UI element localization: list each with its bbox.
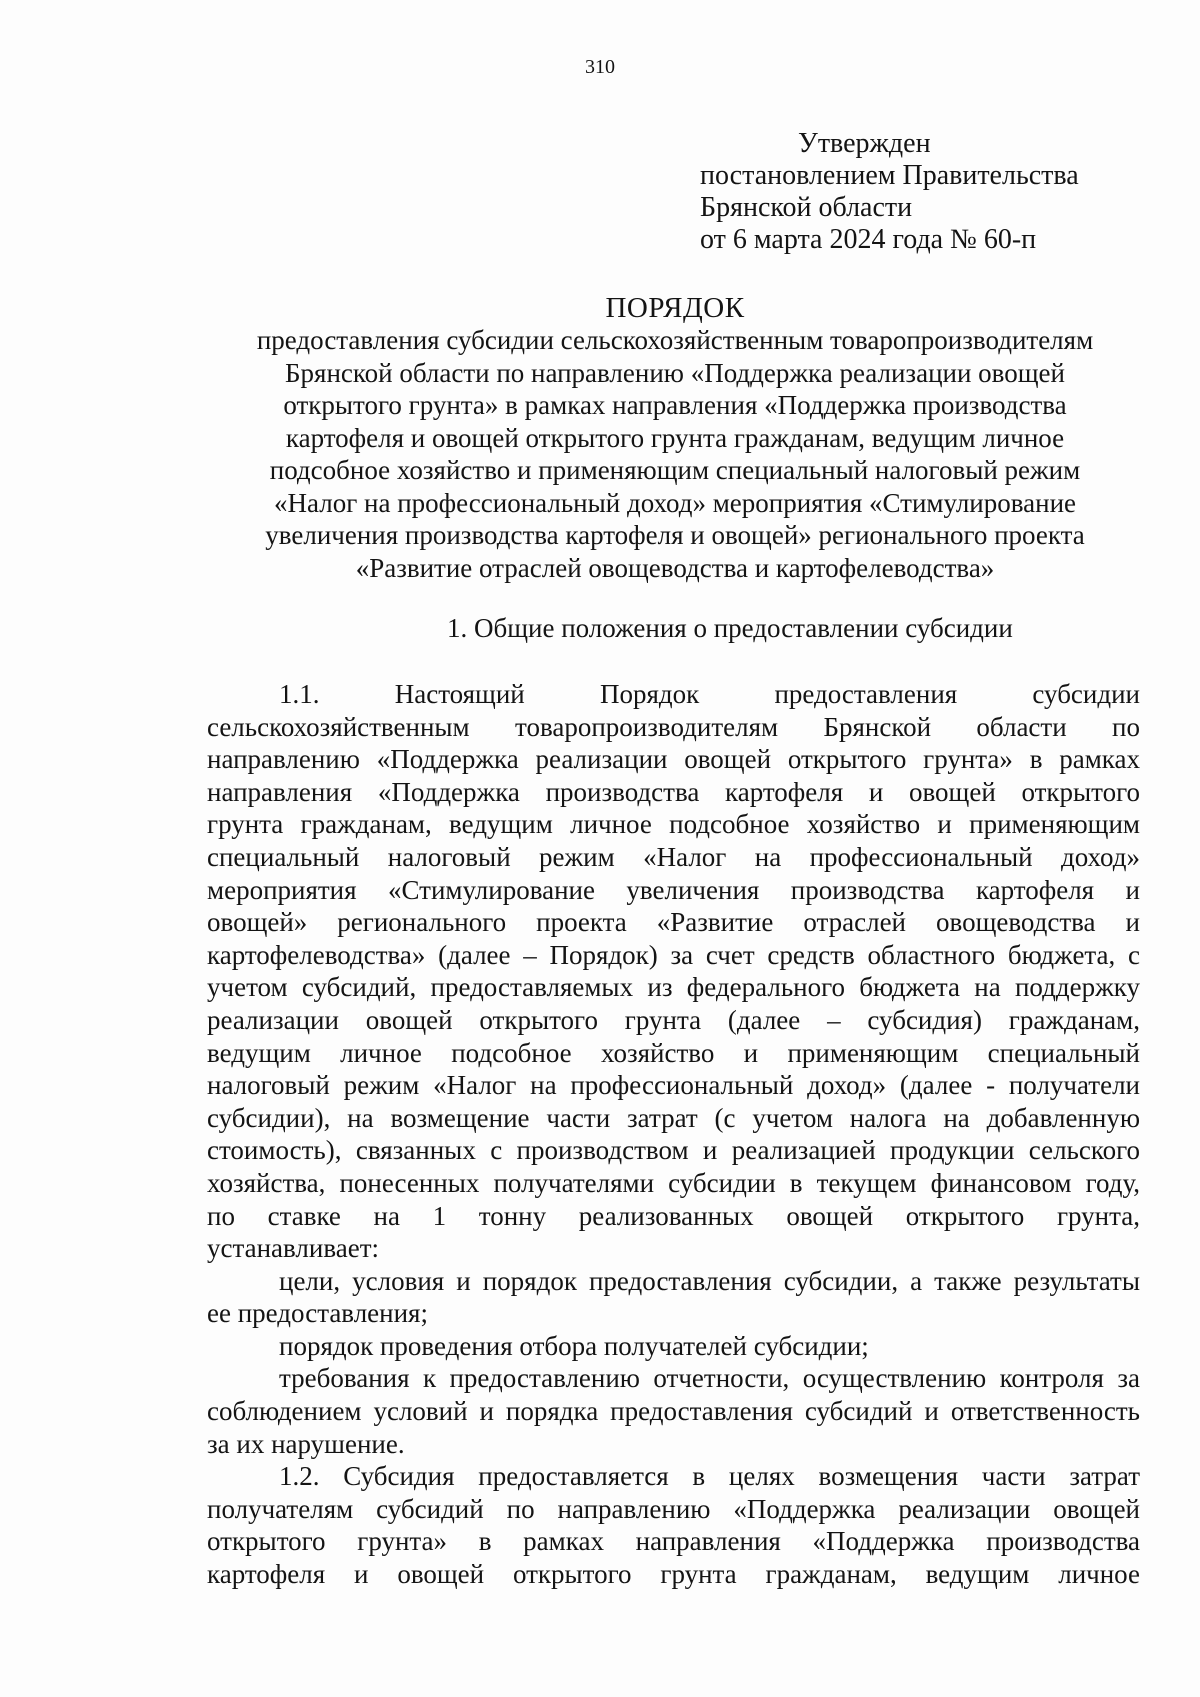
approval-line: Брянской области [700, 192, 913, 223]
body-line: за их нарушение. [207, 1428, 405, 1459]
body-line: порядок проведения отбора получателей субсидии; [279, 1330, 869, 1361]
body-line: стоимость), связанных с производством и реализацией продукции сельского [207, 1135, 1140, 1166]
subtitle-line: «Налог на профессиональный доход» мероприятия «Стимулирование [274, 487, 1076, 518]
approval-line: постановлением Правительства [700, 160, 1079, 191]
body-line: субсидии), на возмещение части затрат (с учетом налога на добавленную [207, 1102, 1140, 1133]
body-line: требования к предоставлению отчетности, осуществлению контроля за [279, 1363, 1140, 1394]
page-number: 310 [585, 56, 615, 78]
body-line: хозяйства, понесенных получателями субсидии в текущем финансовом году, [207, 1167, 1140, 1198]
body-line: мероприятия «Стимулирование увеличения производства картофеля и [207, 874, 1140, 905]
subtitle-line: картофеля и овощей открытого грунта гражданам, ведущим личное [285, 422, 1065, 453]
body-line: открытого грунта» в рамках направления «Поддержка производства [207, 1526, 1140, 1557]
subtitle-line: предоставления субсидии сельскохозяйственным товаропроизводителям [256, 325, 1094, 355]
body-line: получателям субсидий по направлению «Поддержка реализации овощей [207, 1493, 1140, 1524]
subtitle-line: открытого грунта» в рамках направления «Поддержка производства [283, 390, 1067, 420]
approval-line: Утвержден [798, 128, 931, 159]
subtitle-line: увеличения производства картофеля и овощей» регионального проекта [265, 520, 1085, 550]
subtitle-line: подсобное хозяйство и применяющим специальный налоговый режим [269, 455, 1081, 485]
approval-line: от 6 марта 2024 года № 60-п [700, 224, 1037, 255]
body-line: овощей» регионального проекта «Развитие отраслей овощеводства и [207, 907, 1140, 938]
body-line: специальный налоговый режим «Налог на профессиональный доход» [207, 841, 1140, 872]
body-line: направления «Поддержка производства картофеля и овощей открытого [207, 776, 1140, 807]
body-line: ее предоставления; [207, 1298, 428, 1329]
body-line: картофеля и овощей открытого грунта гражданам, ведущим личное [207, 1559, 1140, 1590]
body-line: цели, условия и порядок предоставления субсидии, а также результаты [279, 1265, 1140, 1296]
body-line: ведущим личное подсобное хозяйство и применяющим специальный [207, 1037, 1140, 1068]
section-heading: 1. Общие положения о предоставлении субсидии [447, 613, 1013, 643]
body-line: направлению «Поддержка реализации овощей открытого грунта» в рамках [207, 744, 1140, 775]
body-line: по ставке на 1 тонну реализованных овощей открытого грунта, [207, 1200, 1140, 1231]
body-line: соблюдением условий и порядка предоставления субсидий и ответственность [207, 1396, 1140, 1427]
body-line: устанавливает: [207, 1233, 380, 1264]
body-line: реализации овощей открытого грунта (далее – субсидия) гражданам, [207, 1004, 1140, 1035]
document-title: ПОРЯДОК [605, 292, 745, 324]
body-line: 1.1. Настоящий Порядок предоставления субсидии [279, 679, 1140, 709]
body-line: 1.2. Субсидия предоставляется в целях возмещения части затрат [279, 1461, 1140, 1492]
body-text [207, 678, 1140, 1591]
body-line: учетом субсидий, предоставляемых из федерального бюджета на поддержку [207, 972, 1140, 1003]
subtitle-line: Брянской области по направлению «Поддержка реализации овощей [285, 357, 1065, 388]
body-line: грунта гражданам, ведущим личное подсобное хозяйство и применяющим [207, 809, 1140, 840]
body-line: картофелеводства» (далее – Порядок) за счет средств областного бюджета, с [207, 939, 1140, 970]
document-subtitle [200, 324, 1150, 584]
body-line: сельскохозяйственным товаропроизводителям Брянской области по [207, 711, 1140, 742]
body-line: налоговый режим «Налог на профессиональный доход» (далее - получатели [207, 1070, 1140, 1101]
approval-stamp [700, 128, 1079, 256]
subtitle-line: «Развитие отраслей овощеводства и картофелеводства» [355, 552, 995, 583]
